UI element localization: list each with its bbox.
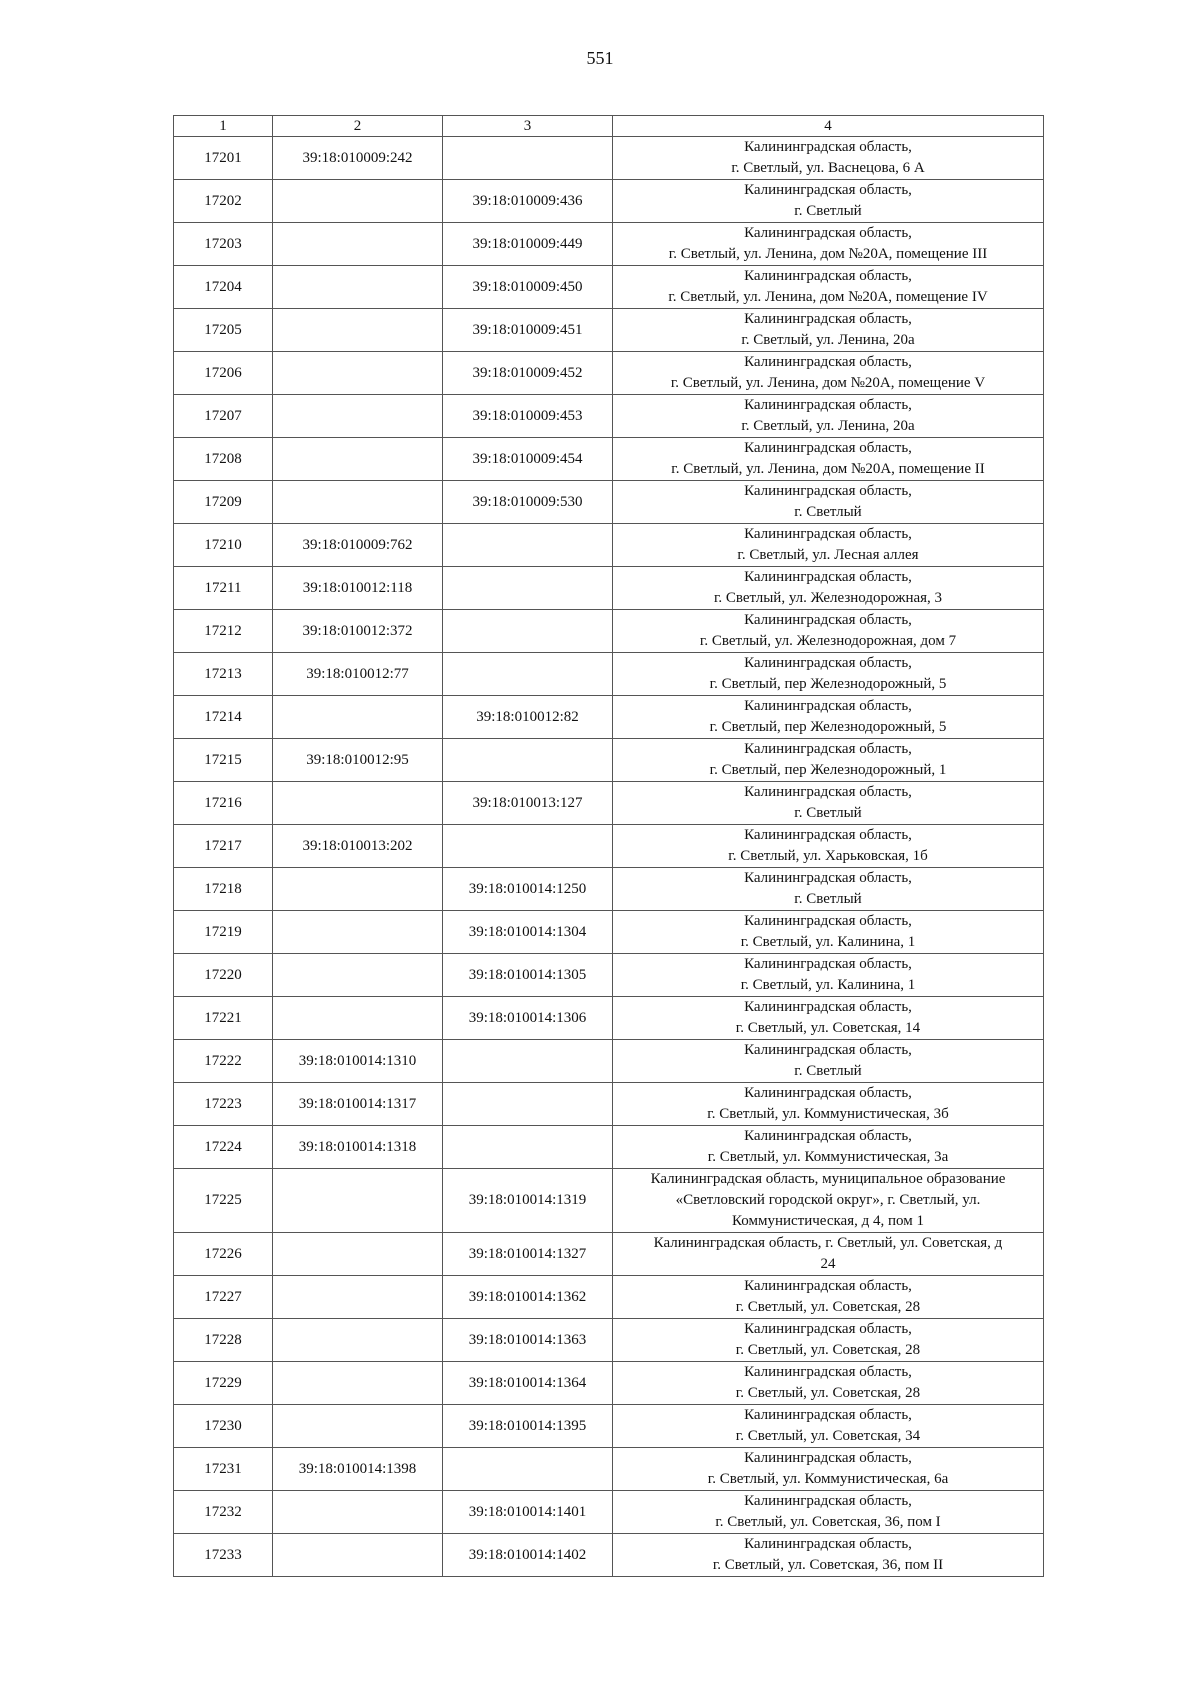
address-line: Калининградская область, [744,1321,912,1337]
cadastral-number-alt-cell: 39:18:010009:454 [443,438,613,481]
address-line: Калининградская область, г. Светлый, ул. Советская, д [653,1235,1003,1251]
address-line: г. Светлый [794,891,862,907]
address-line: Калининградская область, [744,1407,912,1423]
row-number-cell: 17217 [174,825,273,868]
address-cell [613,481,1044,524]
cadastral-number-cell: 39:18:010012:372 [273,610,443,653]
row-number-cell: 17224 [174,1126,273,1169]
row-number-cell: 17211 [174,567,273,610]
cadastral-number-cell [273,868,443,911]
cadastral-number-cell [273,1276,443,1319]
row-number-cell: 17229 [174,1362,273,1405]
cadastral-number-alt-cell: 39:18:010014:1401 [443,1491,613,1534]
cadastral-number-alt-cell [443,1448,613,1491]
cadastral-number-cell: 39:18:010014:1317 [273,1083,443,1126]
address-line: Калининградская область, [744,1536,912,1552]
cadastral-number-cell [273,438,443,481]
address-cell [613,610,1044,653]
address-cell [613,567,1044,610]
address-line: Калининградская область, муниципальное образование [650,1171,1006,1187]
row-number-cell: 17203 [174,223,273,266]
table-row [174,1083,1044,1126]
cadastral-number-cell: 39:18:010013:202 [273,825,443,868]
table-row [174,438,1044,481]
address-cell [613,395,1044,438]
cadastral-number-cell [273,997,443,1040]
row-number-cell: 17218 [174,868,273,911]
cadastral-number-cell [273,1169,443,1233]
address-cell [613,524,1044,567]
address-line: Калининградская область, [744,827,912,843]
cadastral-number-alt-cell [443,653,613,696]
address-line: г. Светлый [794,805,862,821]
cadastral-number-cell [273,352,443,395]
address-line: Калининградская область, [744,1042,912,1058]
row-number-cell: 17226 [174,1233,273,1276]
address-line: г. Светлый, ул. Ленина, дом №20А, помещение II [671,461,985,477]
header-row [174,116,1044,137]
row-number-cell: 17223 [174,1083,273,1126]
row-number-cell: 17209 [174,481,273,524]
cadastral-number-alt-cell: 39:18:010014:1306 [443,997,613,1040]
row-number-cell: 17214 [174,696,273,739]
address-line: г. Светлый, ул. Советская, 36, пом I [715,1514,941,1530]
address-line: Калининградская область, [744,311,912,327]
cadastral-number-alt-cell: 39:18:010009:451 [443,309,613,352]
cadastral-number-cell [273,1534,443,1577]
cadastral-number-alt-cell: 39:18:010014:1327 [443,1233,613,1276]
row-number-cell: 17219 [174,911,273,954]
row-number-cell: 17213 [174,653,273,696]
table-row [174,610,1044,653]
address-line: г. Светлый, пер Железнодорожный, 5 [709,719,947,735]
row-number-cell: 17227 [174,1276,273,1319]
row-number-cell: 17210 [174,524,273,567]
table-row [174,653,1044,696]
address-cell [613,1448,1044,1491]
cadastral-number-cell [273,782,443,825]
cadastral-number-cell [273,180,443,223]
cadastral-number-alt-cell: 39:18:010014:1319 [443,1169,613,1233]
address-line: г. Светлый, ул. Ленина, 20а [741,332,915,348]
cadastral-number-cell [273,911,443,954]
row-number-cell: 17220 [174,954,273,997]
address-line: Калининградская область, [744,225,912,241]
address-line: Калининградская область, [744,440,912,456]
page-number: 551 [586,48,614,68]
address-line: 24 [820,1256,836,1272]
address-line: г. Светлый, ул. Калинина, 1 [740,977,916,993]
table-row [174,1126,1044,1169]
table-row [174,825,1044,868]
address-line: г. Светлый, ул. Ленина, 20а [741,418,915,434]
table-row [174,1405,1044,1448]
address-line: Калининградская область, [744,956,912,972]
cadastral-number-alt-cell [443,610,613,653]
address-line: г. Светлый, ул. Советская, 28 [735,1342,921,1358]
address-line: Калининградская область, [744,182,912,198]
cadastral-number-alt-cell: 39:18:010014:1395 [443,1405,613,1448]
row-number-cell: 17206 [174,352,273,395]
cadastral-number-cell [273,954,443,997]
address-line: Калининградская область, [744,913,912,929]
address-line: г. Светлый, пер Железнодорожный, 5 [709,676,947,692]
table-row [174,1319,1044,1362]
cadastral-number-cell [273,266,443,309]
cadastral-number-alt-cell: 39:18:010009:452 [443,352,613,395]
table-row [174,567,1044,610]
cadastral-number-cell: 39:18:010014:1310 [273,1040,443,1083]
address-line: г. Светлый [794,1063,862,1079]
address-line: Калининградская область, [744,268,912,284]
table-row [174,180,1044,223]
address-line: г. Светлый, ул. Советская, 36, пом II [712,1557,944,1573]
address-cell [613,1126,1044,1169]
table-row [174,1169,1044,1233]
address-cell [613,954,1044,997]
address-cell [613,1362,1044,1405]
cadastral-number-alt-cell: 39:18:010014:1305 [443,954,613,997]
table-body [174,137,1044,1577]
table-row [174,911,1044,954]
row-number-cell: 17212 [174,610,273,653]
cadastral-number-cell [273,309,443,352]
table-row [174,1233,1044,1276]
address-line: Калининградская область, [744,1128,912,1144]
address-line: г. Светлый, ул. Советская, 34 [735,1428,921,1444]
cadastral-number-cell [273,1233,443,1276]
table-row [174,997,1044,1040]
row-number-cell: 17202 [174,180,273,223]
address-line: г. Светлый [794,203,862,219]
cadastral-number-cell [273,1405,443,1448]
address-line: Калининградская область, [744,354,912,370]
address-cell [613,1233,1044,1276]
cadastral-number-alt-cell [443,1126,613,1169]
address-cell [613,309,1044,352]
address-cell [613,1083,1044,1126]
cadastral-number-alt-cell: 39:18:010014:1362 [443,1276,613,1319]
table-row [174,352,1044,395]
address-cell [613,1040,1044,1083]
row-number-cell: 17225 [174,1169,273,1233]
address-line: г. Светлый, ул. Ленина, дом №20А, помещение III [668,246,988,262]
address-line: г. Светлый [794,504,862,520]
address-line: г. Светлый, ул. Васнецова, 6 А [731,160,925,176]
cadastral-number-alt-cell [443,1083,613,1126]
address-line: Калининградская область, [744,1278,912,1294]
cadastral-number-cell [273,1319,443,1362]
address-line: Коммунистическая, д 4, пом 1 [732,1213,924,1229]
cadastral-number-cell [273,481,443,524]
cadastral-number-cell: 39:18:010009:242 [273,137,443,180]
cadastral-number-cell: 39:18:010009:762 [273,524,443,567]
address-line: г. Светлый, ул. Коммунистическая, 3а [707,1149,949,1165]
table-row [174,1040,1044,1083]
address-line: г. Светлый, ул. Калинина, 1 [740,934,916,950]
row-number-cell: 17230 [174,1405,273,1448]
address-cell [613,1534,1044,1577]
table-row [174,868,1044,911]
address-cell [613,911,1044,954]
address-line: Калининградская область, [744,784,912,800]
header-col-2: 2 [273,116,443,137]
row-number-cell: 17205 [174,309,273,352]
address-cell [613,352,1044,395]
address-cell [613,782,1044,825]
registry-table [173,115,1044,1577]
cadastral-number-cell [273,696,443,739]
header-col-1: 1 [174,116,273,137]
header-col-3: 3 [443,116,613,137]
table-row [174,1491,1044,1534]
cadastral-number-alt-cell [443,567,613,610]
cadastral-number-alt-cell: 39:18:010013:127 [443,782,613,825]
row-number-cell: 17207 [174,395,273,438]
cadastral-number-alt-cell: 39:18:010012:82 [443,696,613,739]
table-row [174,266,1044,309]
table-row [174,1276,1044,1319]
row-number-cell: 17216 [174,782,273,825]
table-header [174,116,1044,137]
table-row [174,309,1044,352]
address-cell [613,137,1044,180]
address-line: Калининградская область, [744,612,912,628]
cadastral-number-alt-cell: 39:18:010014:1363 [443,1319,613,1362]
address-cell [613,1491,1044,1534]
address-line: г. Светлый, ул. Железнодорожная, 3 [713,590,943,606]
address-cell [613,1169,1044,1233]
table-row [174,1448,1044,1491]
table-row [174,1362,1044,1405]
address-cell [613,868,1044,911]
address-cell [613,739,1044,782]
address-line: г. Светлый, ул. Железнодорожная, дом 7 [699,633,957,649]
cadastral-number-alt-cell: 39:18:010009:449 [443,223,613,266]
cadastral-number-cell [273,1362,443,1405]
cadastral-number-alt-cell [443,739,613,782]
address-cell [613,825,1044,868]
address-line: Калининградская область, [744,526,912,542]
cadastral-number-alt-cell [443,1040,613,1083]
address-line: Калининградская область, [744,655,912,671]
address-cell [613,1405,1044,1448]
row-number-cell: 17204 [174,266,273,309]
cadastral-number-cell: 39:18:010012:118 [273,567,443,610]
address-line: Калининградская область, [744,1085,912,1101]
table-row [174,739,1044,782]
address-line: г. Светлый, ул. Советская, 28 [735,1299,921,1315]
address-line: г. Светлый, ул. Харьковская, 1б [728,848,928,864]
address-line: Калининградская область, [744,1493,912,1509]
row-number-cell: 17221 [174,997,273,1040]
cadastral-number-alt-cell: 39:18:010009:453 [443,395,613,438]
cadastral-number-alt-cell: 39:18:010014:1250 [443,868,613,911]
cadastral-number-alt-cell: 39:18:010014:1304 [443,911,613,954]
address-line: Калининградская область, [744,999,912,1015]
address-cell [613,180,1044,223]
cadastral-number-alt-cell: 39:18:010009:436 [443,180,613,223]
address-line: Калининградская область, [744,139,912,155]
address-line: г. Светлый, ул. Советская, 28 [735,1385,921,1401]
header-col-4: 4 [613,116,1044,137]
row-number-cell: 17231 [174,1448,273,1491]
row-number-cell: 17201 [174,137,273,180]
address-line: Калининградская область, [744,870,912,886]
address-cell [613,223,1044,266]
address-line: Калининградская область, [744,741,912,757]
address-line: г. Светлый, ул. Ленина, дом №20А, помещение V [670,375,986,391]
address-cell [613,1319,1044,1362]
table-row [174,481,1044,524]
row-number-cell: 17222 [174,1040,273,1083]
address-line: г. Светлый, ул. Советская, 14 [735,1020,921,1036]
table-row [174,395,1044,438]
address-cell [613,997,1044,1040]
address-line: г. Светлый, ул. Коммунистическая, 3б [707,1106,949,1122]
table-row [174,524,1044,567]
address-line: Калининградская область, [744,569,912,585]
address-cell [613,653,1044,696]
address-line: Калининградская область, [744,698,912,714]
cadastral-number-alt-cell: 39:18:010009:530 [443,481,613,524]
address-line: г. Светлый, ул. Ленина, дом №20А, помещение IV [668,289,988,305]
table-row [174,782,1044,825]
address-cell [613,696,1044,739]
cadastral-number-cell [273,223,443,266]
cadastral-number-cell: 39:18:010014:1318 [273,1126,443,1169]
address-line: Калининградская область, [744,1450,912,1466]
address-cell [613,266,1044,309]
address-line: Калининградская область, [744,483,912,499]
row-number-cell: 17228 [174,1319,273,1362]
cadastral-number-alt-cell: 39:18:010014:1364 [443,1362,613,1405]
cadastral-number-cell: 39:18:010012:95 [273,739,443,782]
row-number-cell: 17208 [174,438,273,481]
table-row [174,223,1044,266]
cadastral-number-cell [273,395,443,438]
address-line: г. Светлый, ул. Коммунистическая, 6а [707,1471,949,1487]
cadastral-number-cell: 39:18:010012:77 [273,653,443,696]
row-number-cell: 17215 [174,739,273,782]
table-row [174,696,1044,739]
table-row [174,1534,1044,1577]
address-cell [613,1276,1044,1319]
address-line: г. Светлый, ул. Лесная аллея [737,547,919,563]
address-cell [613,438,1044,481]
cadastral-number-alt-cell [443,137,613,180]
table-row [174,954,1044,997]
row-number-cell: 17233 [174,1534,273,1577]
cadastral-number-alt-cell: 39:18:010009:450 [443,266,613,309]
row-number-cell: 17232 [174,1491,273,1534]
cadastral-number-cell [273,1491,443,1534]
table-row [174,137,1044,180]
address-line: «Светловский городской округ», г. Светлый, ул. [675,1192,981,1208]
cadastral-number-cell: 39:18:010014:1398 [273,1448,443,1491]
cadastral-number-alt-cell [443,825,613,868]
cadastral-number-alt-cell [443,524,613,567]
cadastral-number-alt-cell: 39:18:010014:1402 [443,1534,613,1577]
address-line: Калининградская область, [744,397,912,413]
address-line: Калининградская область, [744,1364,912,1380]
address-line: г. Светлый, пер Железнодорожный, 1 [709,762,947,778]
